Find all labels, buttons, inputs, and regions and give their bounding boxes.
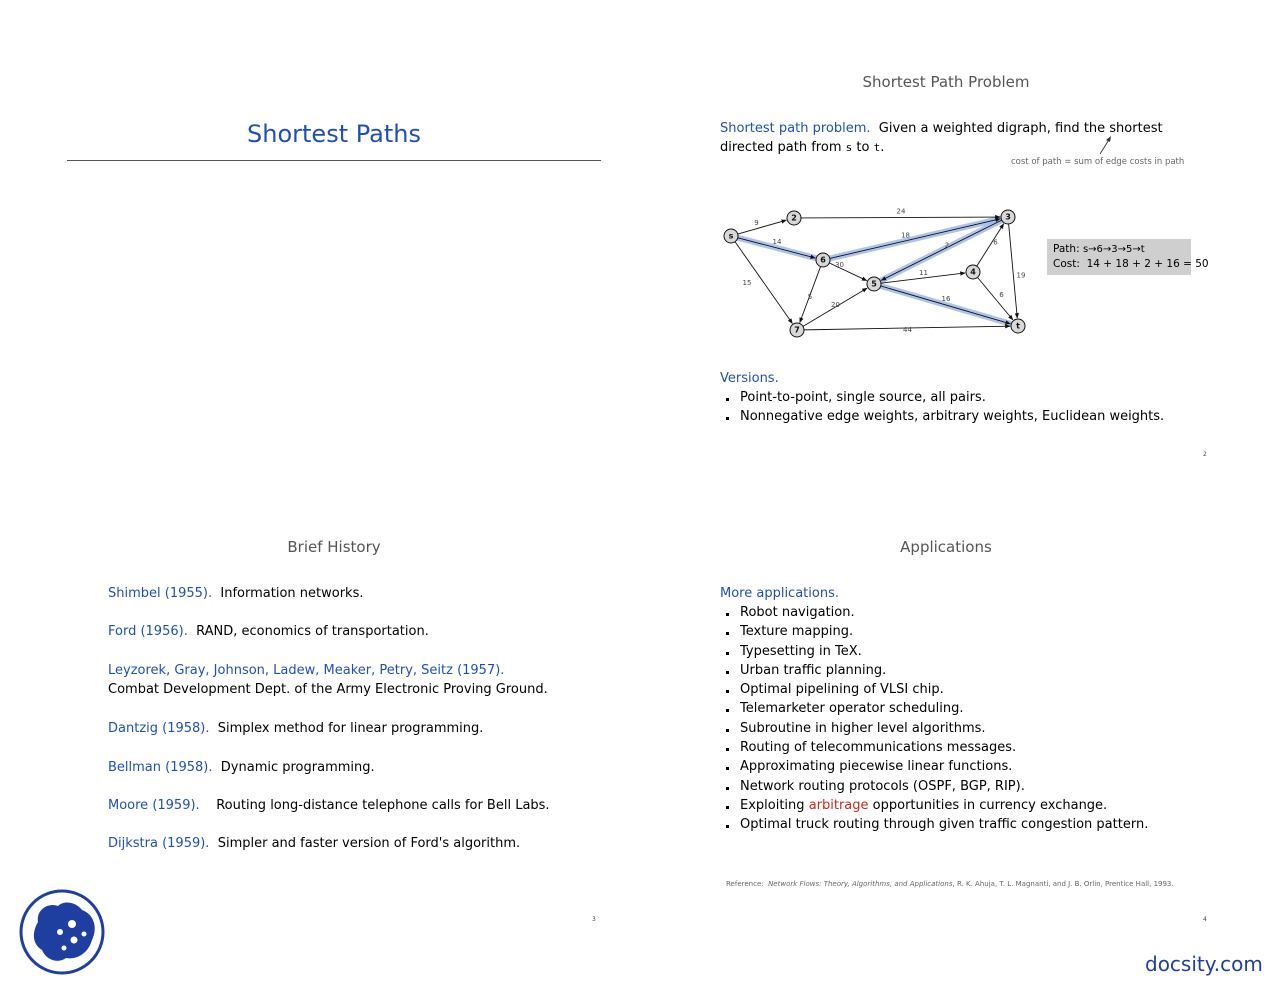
slide4-heading: Applications [900, 538, 992, 556]
history-entry [108, 661, 550, 719]
node-4 [966, 265, 980, 279]
edge-weight-6-5: 30 [835, 261, 844, 269]
history-label: Shimbel (1955). [108, 586, 213, 601]
history-label: Dijkstra (1959). [108, 836, 210, 851]
docsity-watermark[interactable]: docsity.com [1145, 952, 1263, 976]
path-label: Path: [1053, 243, 1080, 255]
history-text: Simplex method for linear programming. [217, 721, 484, 736]
edge-5-t [881, 286, 1011, 324]
application-item: Approximating piecewise linear functions. [720, 757, 1148, 776]
application-item: Urban traffic planning. [720, 661, 1148, 680]
edge-weight-4-3: 6 [993, 238, 998, 247]
reference [726, 880, 1174, 888]
page-number-2: 2 [1203, 451, 1207, 458]
node-label-2: 2 [791, 213, 797, 223]
edge-weight-s-2: 9 [754, 219, 759, 227]
history-entry [108, 796, 550, 834]
edge-weight-6-7: 5 [807, 293, 813, 301]
annotation-arrow [1096, 134, 1116, 156]
intro-text-2: directed path from [720, 140, 842, 155]
history-label: Bellman (1958). [108, 760, 213, 775]
edge-weight-7-t: 44 [903, 326, 912, 334]
edge-weight-5-4: 11 [919, 269, 928, 277]
edge-weight-4-t: 6 [999, 291, 1004, 299]
node-7 [790, 323, 804, 337]
title-divider [67, 160, 601, 161]
application-item: Typesetting in TeX. [720, 642, 1148, 661]
edge-weight-s-7: 15 [742, 279, 752, 287]
history-text: RAND, economics of transportation. [196, 624, 429, 639]
path-cost-box [1047, 239, 1209, 275]
edge-6-3 [830, 219, 1000, 259]
application-item: Robot navigation. [720, 603, 1148, 622]
cost-line [1053, 257, 1209, 272]
cost-value: 14 + 18 + 2 + 16 = 50 [1086, 258, 1209, 270]
application-item: Optimal pipelining of VLSI chip. [720, 680, 1148, 699]
weighted-digraph [715, 200, 1035, 345]
edge-weight-7-5: 20 [831, 301, 840, 309]
application-item: Telemarketer operator scheduling. [720, 699, 1148, 718]
application-item: Texture mapping. [720, 622, 1148, 641]
history-text: Dynamic programming. [220, 760, 375, 775]
history-label: Leyzorek, Gray, Johnson, Ladew, Meaker, Petry, Seitz (1957). [108, 663, 505, 678]
cost-annotation: cost of path = sum of edge costs in path [1011, 157, 1185, 167]
versions-label: Versions. [720, 371, 779, 386]
node-6 [816, 253, 830, 267]
applications-list [720, 603, 1148, 835]
node-2 [787, 211, 801, 225]
intro-s: s [845, 141, 853, 154]
reference-rest: , R. K. Ahuja, T. L. Magnanti, and J. B. Orlin, Prentice Hall, 1993. [952, 880, 1174, 888]
node-label-3: 3 [1005, 212, 1011, 222]
applications-label: More applications. [720, 586, 839, 601]
node-s [724, 229, 738, 243]
node-t [1011, 319, 1025, 333]
history-list [108, 584, 550, 853]
edge-weight-2-3: 24 [896, 207, 906, 216]
node-label-4: 4 [970, 267, 976, 277]
history-label: Dantzig (1958). [108, 721, 210, 736]
application-item-arbitrage [720, 796, 1148, 815]
edge-s-2 [738, 220, 787, 234]
version-item: Point-to-point, single source, all pairs. [720, 388, 1164, 407]
history-text: Combat Development Dept. of the Army Electronic Proving Ground. [108, 682, 548, 697]
application-item: Network routing protocols (OSPF, BGP, RIP). [720, 777, 1148, 796]
slide3-heading: Brief History [287, 538, 381, 556]
history-entry [108, 834, 550, 853]
intro-to: to [856, 140, 870, 155]
cost-label: Cost: [1053, 258, 1080, 270]
application-item: Routing of telecommunications messages. [720, 738, 1148, 757]
slide2-heading: Shortest Path Problem [862, 73, 1030, 91]
node-5 [867, 277, 881, 291]
reference-label: Reference: [726, 880, 764, 888]
edge-weight-3-t: 19 [1016, 271, 1026, 280]
edge-2-3 [801, 217, 1000, 218]
reference-title: Network Flows: Theory, Algorithms, and Applications [768, 880, 953, 888]
path-line [1053, 242, 1185, 257]
history-label: Moore (1959). [108, 798, 200, 813]
node-label-7: 7 [794, 325, 800, 335]
history-text: Simpler and faster version of Ford's algorithm. [217, 836, 521, 851]
node-label-t: t [1016, 321, 1020, 331]
edge-weight-6-3: 18 [901, 231, 910, 240]
docsity-logo-icon [18, 888, 106, 976]
node-3 [1001, 210, 1015, 224]
intro-period: . [880, 140, 885, 155]
edge-weight-3-5: 2 [944, 241, 950, 250]
page-number-4: 4 [1203, 916, 1207, 923]
page-number-3: 3 [592, 916, 596, 923]
history-entry [108, 622, 550, 661]
node-label-5: 5 [871, 279, 877, 289]
application-item: Subroutine in higher level algorithms. [720, 719, 1148, 738]
node-label-s: s [728, 231, 734, 241]
arbitrage-pre: Exploiting [740, 797, 805, 813]
intro-t: t [873, 141, 881, 154]
history-entry [108, 584, 550, 622]
path-value: s→6→3→5→t [1082, 244, 1145, 255]
application-item: Optimal truck routing through given traffic congestion pattern. [720, 815, 1148, 834]
edge-3-5 [881, 220, 1002, 280]
history-entry [108, 758, 550, 796]
versions-list [720, 388, 1164, 427]
intro-text-1: Given a weighted digraph, find the shortest [878, 121, 1163, 136]
node-label-6: 6 [820, 255, 826, 265]
history-entry [108, 719, 550, 758]
version-item: Nonnegative edge weights, arbitrary weights, Euclidean weights. [720, 407, 1164, 426]
history-label: Ford (1956). [108, 624, 188, 639]
intro-label: Shortest path problem. [720, 121, 871, 136]
arbitrage-word: arbitrage [808, 797, 869, 813]
arbitrage-post: opportunities in currency exchange. [872, 797, 1108, 813]
edge-weight-s-6: 14 [772, 238, 782, 246]
history-text: Information networks. [220, 586, 364, 601]
slide1-title: Shortest Paths [247, 120, 421, 148]
history-text: Routing long-distance telephone calls for Bell Labs. [216, 798, 550, 813]
edge-weight-5-t: 16 [941, 295, 951, 303]
